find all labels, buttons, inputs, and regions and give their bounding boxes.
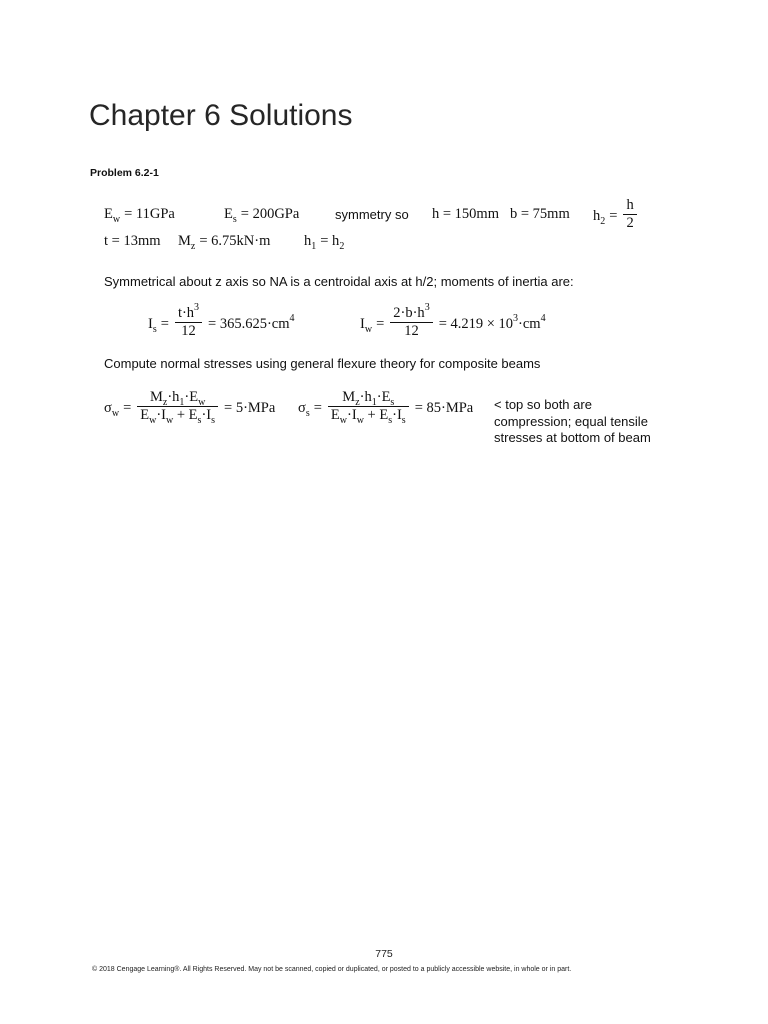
given-h: h = 150mm — [432, 206, 499, 222]
i-w-symbol: I — [360, 315, 365, 332]
i-s-result: = 365.625·cm — [208, 315, 290, 332]
stress-sigma-s — [298, 389, 474, 426]
given-b: b = 75mm — [510, 206, 570, 222]
sigma-w-fraction — [137, 389, 218, 426]
denominator-term: ·I — [156, 407, 167, 423]
i-s-symbol: I — [148, 315, 153, 332]
e-w-symbol: E — [104, 206, 113, 222]
given-m-z — [178, 233, 271, 252]
h-1-value: = h — [320, 233, 340, 249]
denominator-term: E — [330, 407, 340, 423]
i-s-denominator: 12 — [181, 323, 196, 339]
denominator-subscript: w — [356, 415, 364, 426]
chapter-title: Chapter 6 Solutions — [89, 99, 353, 132]
stress-comment — [494, 397, 651, 447]
numerator-term: ·E — [376, 389, 391, 405]
numerator-subscript: s — [390, 397, 395, 408]
numerator-term: ·h — [167, 389, 180, 405]
given-e-w — [104, 206, 175, 225]
m-z-subscript: z — [190, 241, 196, 252]
e-s-subscript: s — [232, 214, 237, 225]
i-w-unit-exponent: 4 — [540, 312, 546, 324]
symmetry-note: symmetry so — [335, 207, 409, 222]
numerator-term: M — [342, 389, 356, 405]
stress-comment-line: stresses at bottom of beam — [494, 430, 651, 445]
i-s-subscript: s — [152, 323, 157, 335]
stress-comment-line: < top so both are — [494, 397, 592, 412]
i-w-result-unit: ·cm — [518, 315, 541, 332]
sigma-w-equals: = — [123, 399, 132, 416]
denominator-term: + E — [173, 407, 198, 423]
i-w-result-exponent: 3 — [513, 312, 519, 324]
e-s-symbol: E — [224, 206, 233, 222]
h-1-symbol: h — [304, 233, 312, 249]
h-2-denominator: 2 — [626, 215, 634, 231]
sigma-s-fraction — [328, 389, 409, 426]
given-h-2 — [593, 197, 639, 233]
m-z-symbol: M — [178, 233, 191, 249]
i-s-fraction — [175, 302, 202, 339]
problem-heading: Problem 6.2-1 — [90, 167, 159, 179]
h-2-fraction — [623, 198, 636, 231]
sigma-w-symbol: σ — [104, 399, 112, 416]
denominator-subscript: s — [197, 415, 202, 426]
page-number: 775 — [375, 948, 393, 960]
i-w-numerator-text: 2·b·h — [393, 305, 425, 321]
denominator-subscript: s — [211, 415, 216, 426]
i-w-subscript: w — [364, 323, 373, 335]
i-s-numerator-text: t·h — [177, 305, 195, 321]
h-2-symbol: h — [593, 207, 601, 224]
sigma-w-result: = 5·MPa — [224, 399, 276, 416]
e-w-subscript: w — [112, 214, 121, 225]
inertia-intro-text: Symmetrical about z axis so NA is a centroidal axis at h/2; moments of inertia are: — [104, 274, 574, 289]
sigma-w-numerator — [137, 390, 218, 407]
denominator-term: ·I — [392, 407, 402, 423]
numerator-subscript: z — [162, 397, 168, 408]
copyright-notice: © 2018 Cengage Learning®. All Rights Reserved. May not be scanned, copied or duplicated, or posted to a publicly accessible website, in whole or in part. — [92, 966, 572, 973]
i-s-numerator — [175, 302, 202, 323]
sigma-s-equals: = — [313, 399, 322, 416]
numerator-subscript: 1 — [371, 397, 377, 408]
given-t: t = 13mm — [104, 233, 161, 249]
denominator-subscript: w — [166, 415, 174, 426]
sigma-s-denominator — [328, 407, 409, 426]
denominator-term: + E — [363, 407, 389, 423]
h-2-equals: = — [609, 207, 618, 224]
h-2-numerator: h — [623, 198, 636, 215]
h-2-subscript: 2 — [600, 215, 606, 227]
denominator-subscript: s — [401, 415, 406, 426]
inertia-i-w — [360, 302, 546, 341]
denominator-term: ·I — [347, 407, 357, 423]
inertia-i-s — [148, 302, 295, 341]
stress-comment-line: compression; equal tensile — [494, 413, 648, 429]
e-w-value: = 11GPa — [124, 206, 175, 222]
numerator-subscript: 1 — [179, 397, 185, 408]
sigma-s-subscript: s — [305, 407, 310, 419]
denominator-subscript: w — [339, 415, 348, 426]
i-s-result-exponent: 4 — [289, 312, 295, 324]
e-s-value: = 200GPa — [240, 206, 300, 222]
denominator-term: ·I — [201, 407, 212, 423]
m-z-value: = 6.75kN·m — [199, 233, 271, 249]
numerator-term: ·h — [359, 389, 372, 405]
sigma-w-denominator — [137, 407, 218, 426]
i-w-numerator-exponent: 3 — [424, 302, 430, 313]
sigma-s-result: = 85·MPa — [414, 399, 474, 416]
numerator-subscript: w — [198, 397, 206, 408]
h-1-subscript: 1 — [311, 241, 317, 252]
stress-sigma-w — [104, 389, 276, 426]
sigma-s-numerator — [328, 390, 409, 407]
i-w-denominator: 12 — [404, 323, 419, 339]
numerator-term: M — [149, 389, 163, 405]
denominator-term: E — [140, 407, 150, 423]
denominator-subscript: s — [388, 415, 393, 426]
h-1-value-subscript: 2 — [339, 241, 345, 252]
i-w-fraction — [390, 302, 432, 339]
given-h-1 — [304, 233, 345, 252]
i-w-result: = 4.219 × 10 — [438, 315, 514, 332]
numerator-subscript: z — [355, 397, 360, 408]
stress-intro-text: Compute normal stresses using general flexure theory for composite beams — [104, 356, 541, 371]
denominator-subscript: w — [149, 415, 157, 426]
sigma-w-subscript: w — [111, 407, 120, 419]
i-w-numerator — [390, 302, 432, 323]
i-s-numerator-exponent: 3 — [194, 302, 200, 313]
given-e-s — [224, 206, 300, 225]
numerator-term: ·E — [184, 389, 199, 405]
i-s-equals: = — [160, 315, 169, 332]
sigma-s-symbol: σ — [298, 399, 306, 416]
i-w-equals: = — [376, 315, 385, 332]
